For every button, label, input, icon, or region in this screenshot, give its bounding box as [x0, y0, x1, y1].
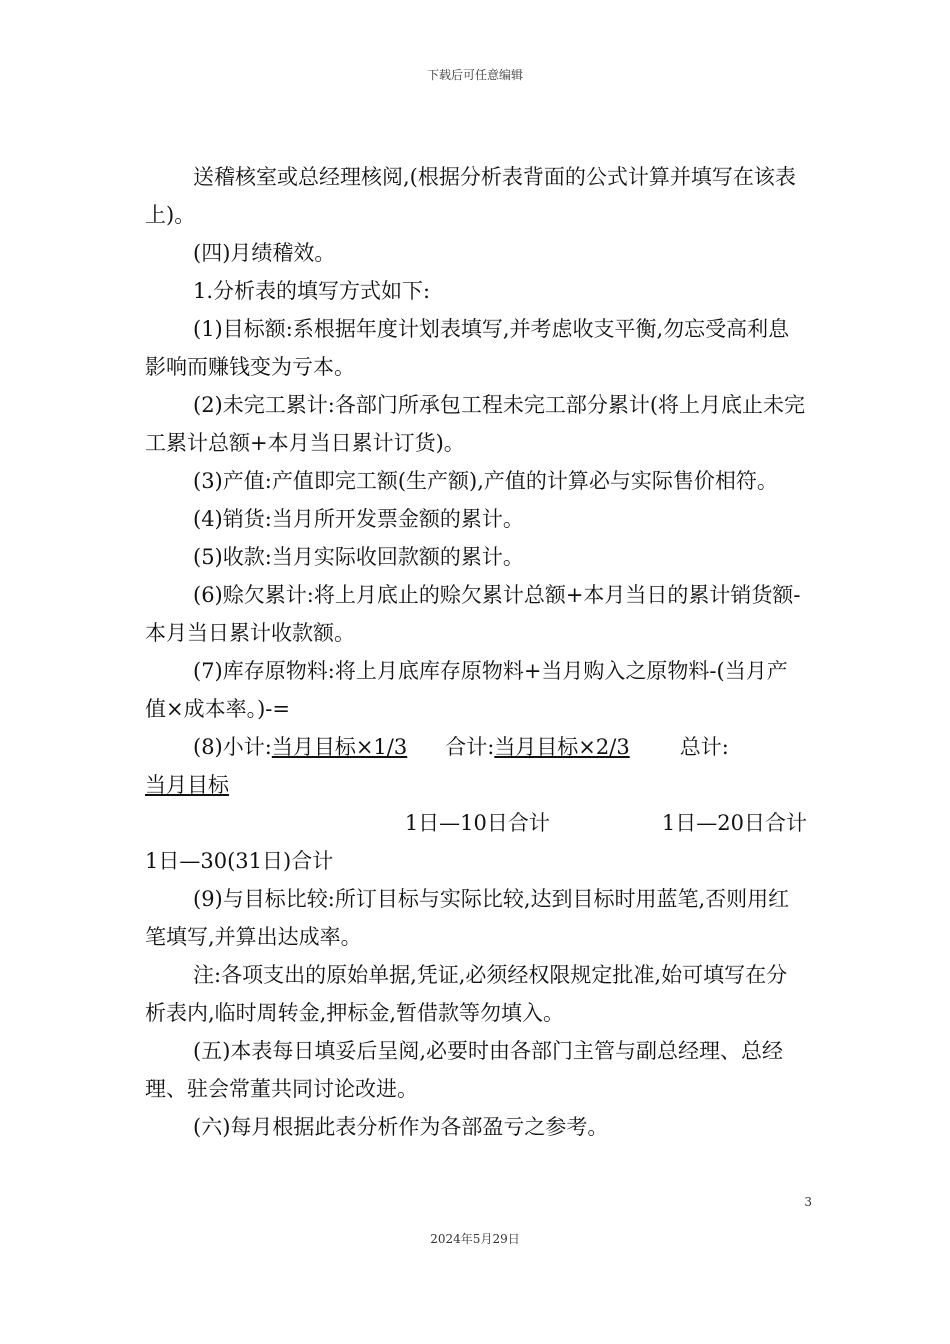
page-header: 下载后可任意编辑 — [426, 68, 523, 82]
section-paragraph: (五)本表每日填妥后呈阅,必要时由各部门主管与副总经理、总经理、驻会常董共同讨论改进。 — [145, 1039, 784, 1101]
grand-total-label: 总计: — [679, 735, 729, 759]
paragraph: 送稽核室或总经理核阅,(根据分析表背面的公式计算并填写在该表上)。 — [145, 165, 796, 227]
section-heading: (四)月绩稽效。 — [193, 241, 336, 265]
total-label: 合计: — [445, 735, 495, 759]
range-total-1-30: 1日—30(31日)合计 — [145, 849, 334, 873]
range-total-1-20: 1日—20日合计 — [661, 811, 807, 835]
page-number: 3 — [804, 1195, 812, 1209]
list-item: (6)赊欠累计:将上月底止的赊欠累计总额+本月当日的累计销货额-本月当日累计收款额。 — [145, 583, 801, 645]
document-body — [145, 158, 807, 1146]
subtotal-prefix: (8)小计: — [193, 735, 272, 759]
range-total-1-10: 1日—10日合计 — [404, 811, 550, 835]
list-item: (7)库存原物料:将上月底库存原物料+当月购入之原物料-(当月产值×成本率。)-= — [145, 659, 788, 721]
section-paragraph: (六)每月根据此表分析作为各部盈亏之参考。 — [193, 1115, 609, 1139]
list-item-totals — [145, 728, 807, 766]
grand-total-line — [145, 766, 807, 804]
paragraph: 1.分析表的填写方式如下: — [193, 279, 431, 303]
note-paragraph: 注:各项支出的原始单据,凭证,必须经权限规定批准,始可填写在分析表内,临时周转金,押标金,暂借款等勿填入。 — [145, 963, 788, 1025]
list-item: (5)收款:当月实际收回款额的累计。 — [193, 545, 524, 569]
list-item: (3)产值:产值即完工额(生产额),产值的计算必与实际售价相符。 — [193, 469, 778, 493]
subtotal-formula: 当月目标×1/3 — [271, 735, 408, 759]
range-totals-row — [145, 804, 807, 842]
total-formula: 当月目标×2/3 — [494, 735, 630, 759]
grand-total-formula: 当月目标 — [145, 773, 229, 797]
list-item: (1)目标额:系根据年度计划表填写,并考虑收支平衡,勿忘受高利息影响而赚钱变为亏本。 — [145, 317, 790, 379]
list-item: (9)与目标比较:所订目标与实际比较,达到目标时用蓝笔,否则用红笔填写,并算出达成率。 — [145, 887, 790, 949]
page-footer-date: 2024年5月29日 — [430, 1232, 520, 1246]
list-item: (4)销货:当月所开发票金额的累计。 — [193, 507, 524, 531]
list-item: (2)未完工累计:各部门所承包工程未完工部分累计(将上月底止未完工累计总额+本月当日累计订货)。 — [145, 393, 806, 455]
